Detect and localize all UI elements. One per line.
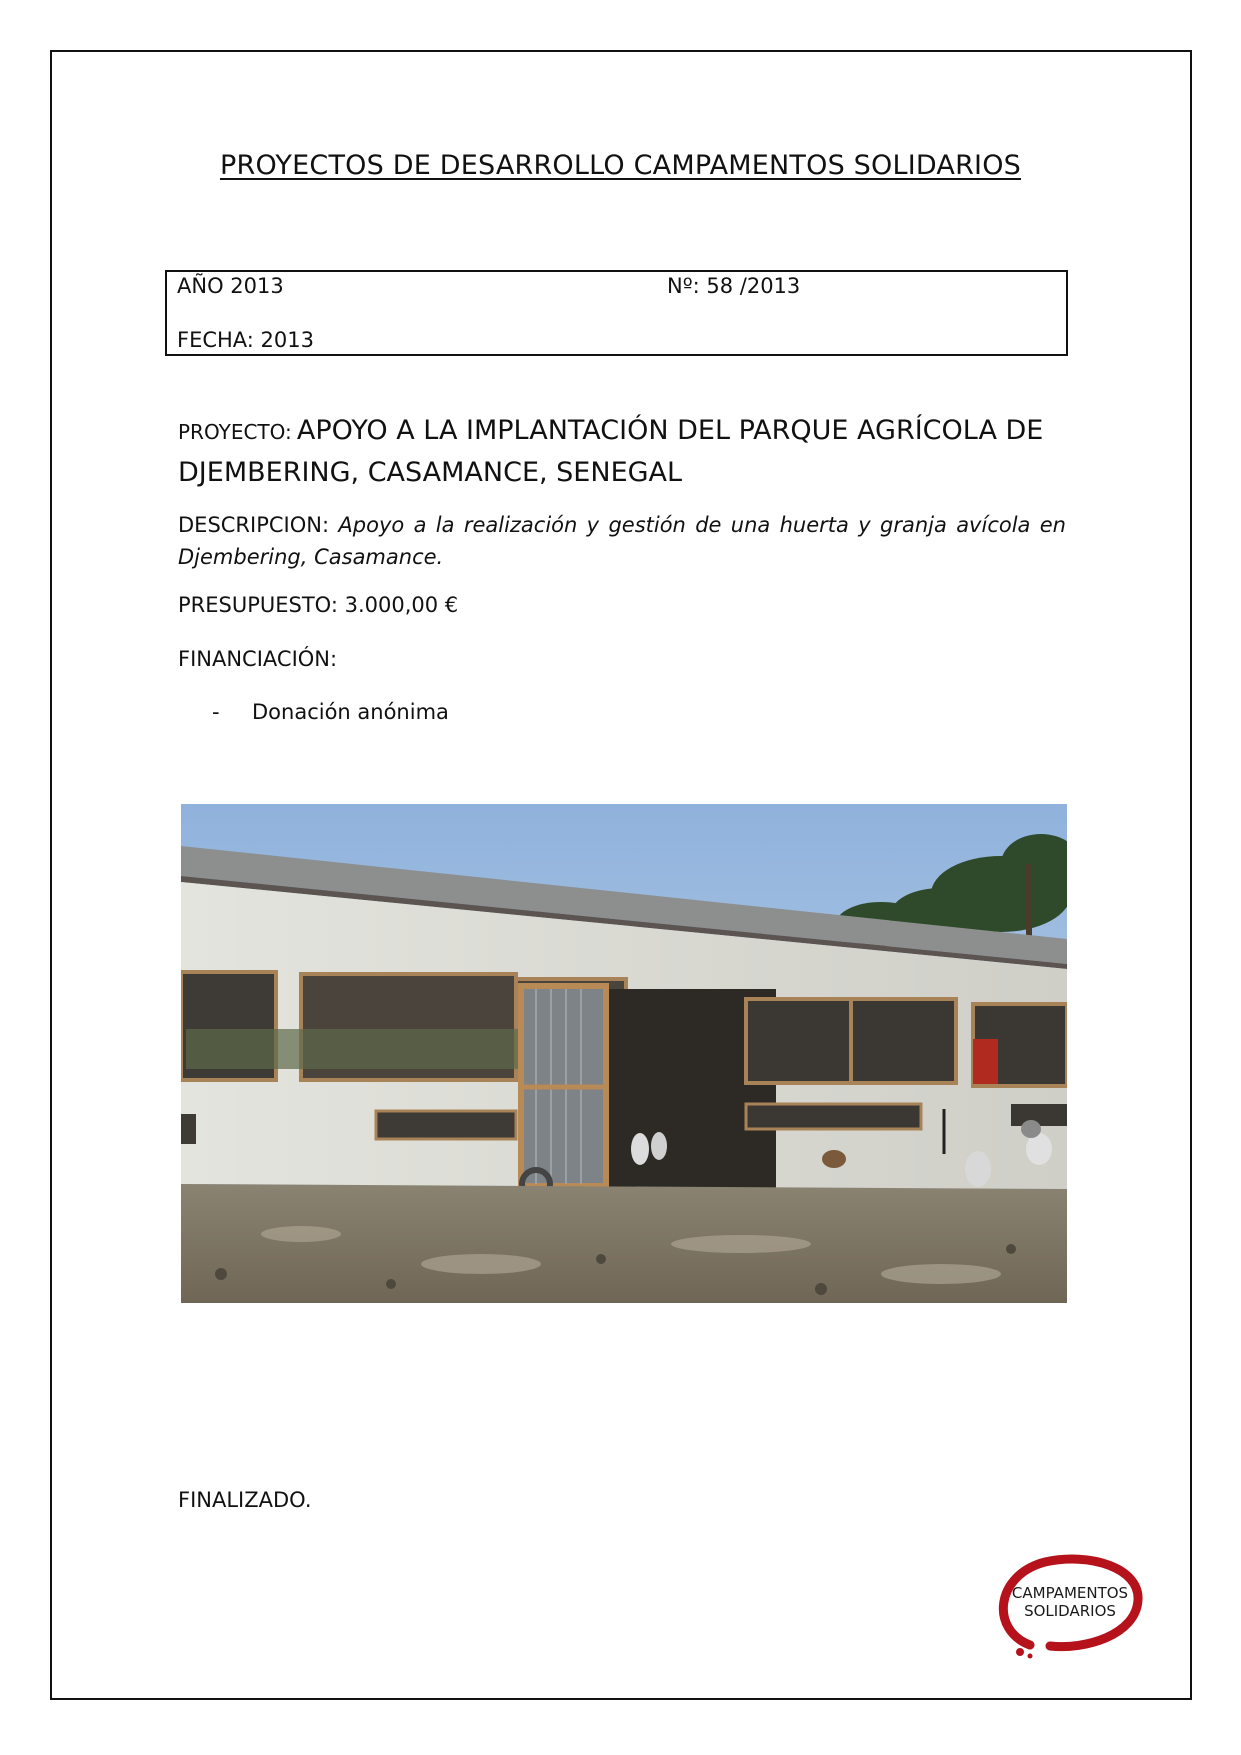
- info-box: [165, 270, 1068, 356]
- project-section: [178, 410, 1078, 494]
- description-label: DESCRIPCION:: [178, 513, 330, 537]
- funding-label: FINANCIACIÓN:: [178, 647, 338, 671]
- year-field: AÑO 2013: [177, 274, 284, 298]
- status-text: FINALIZADO.: [178, 1488, 312, 1512]
- description-text: Apoyo a la realización y gestión de una huerta y granja avícola en Djembering, Casamance.: [178, 513, 1066, 569]
- funding-item: Donación anónima: [252, 700, 449, 724]
- budget-line: PRESUPUESTO: 3.000,00 €: [178, 593, 459, 617]
- project-name: APOYO A LA IMPLANTACIÓN DEL PARQUE AGRÍCOLA DE DJEMBERING, CASAMANCE, SENEGAL: [178, 415, 1044, 488]
- document-title: PROYECTOS DE DESARROLLO CAMPAMENTOS SOLIDARIOS: [220, 150, 1021, 181]
- number-field: Nº: 58 /2013: [667, 274, 801, 298]
- date-field: FECHA: 2013: [177, 328, 314, 352]
- svg-text:SOLIDARIOS: SOLIDARIOS: [1024, 1602, 1116, 1620]
- funding-list: [212, 700, 449, 724]
- description-section: [178, 510, 1066, 573]
- list-bullet: -: [212, 700, 220, 724]
- campamentos-solidarios-logo: [990, 1550, 1150, 1660]
- project-label: PROYECTO:: [178, 420, 292, 444]
- svg-text:CAMPAMENTOS: CAMPAMENTOS: [1011, 1584, 1129, 1602]
- poultry-farm-photo: [181, 804, 1067, 1303]
